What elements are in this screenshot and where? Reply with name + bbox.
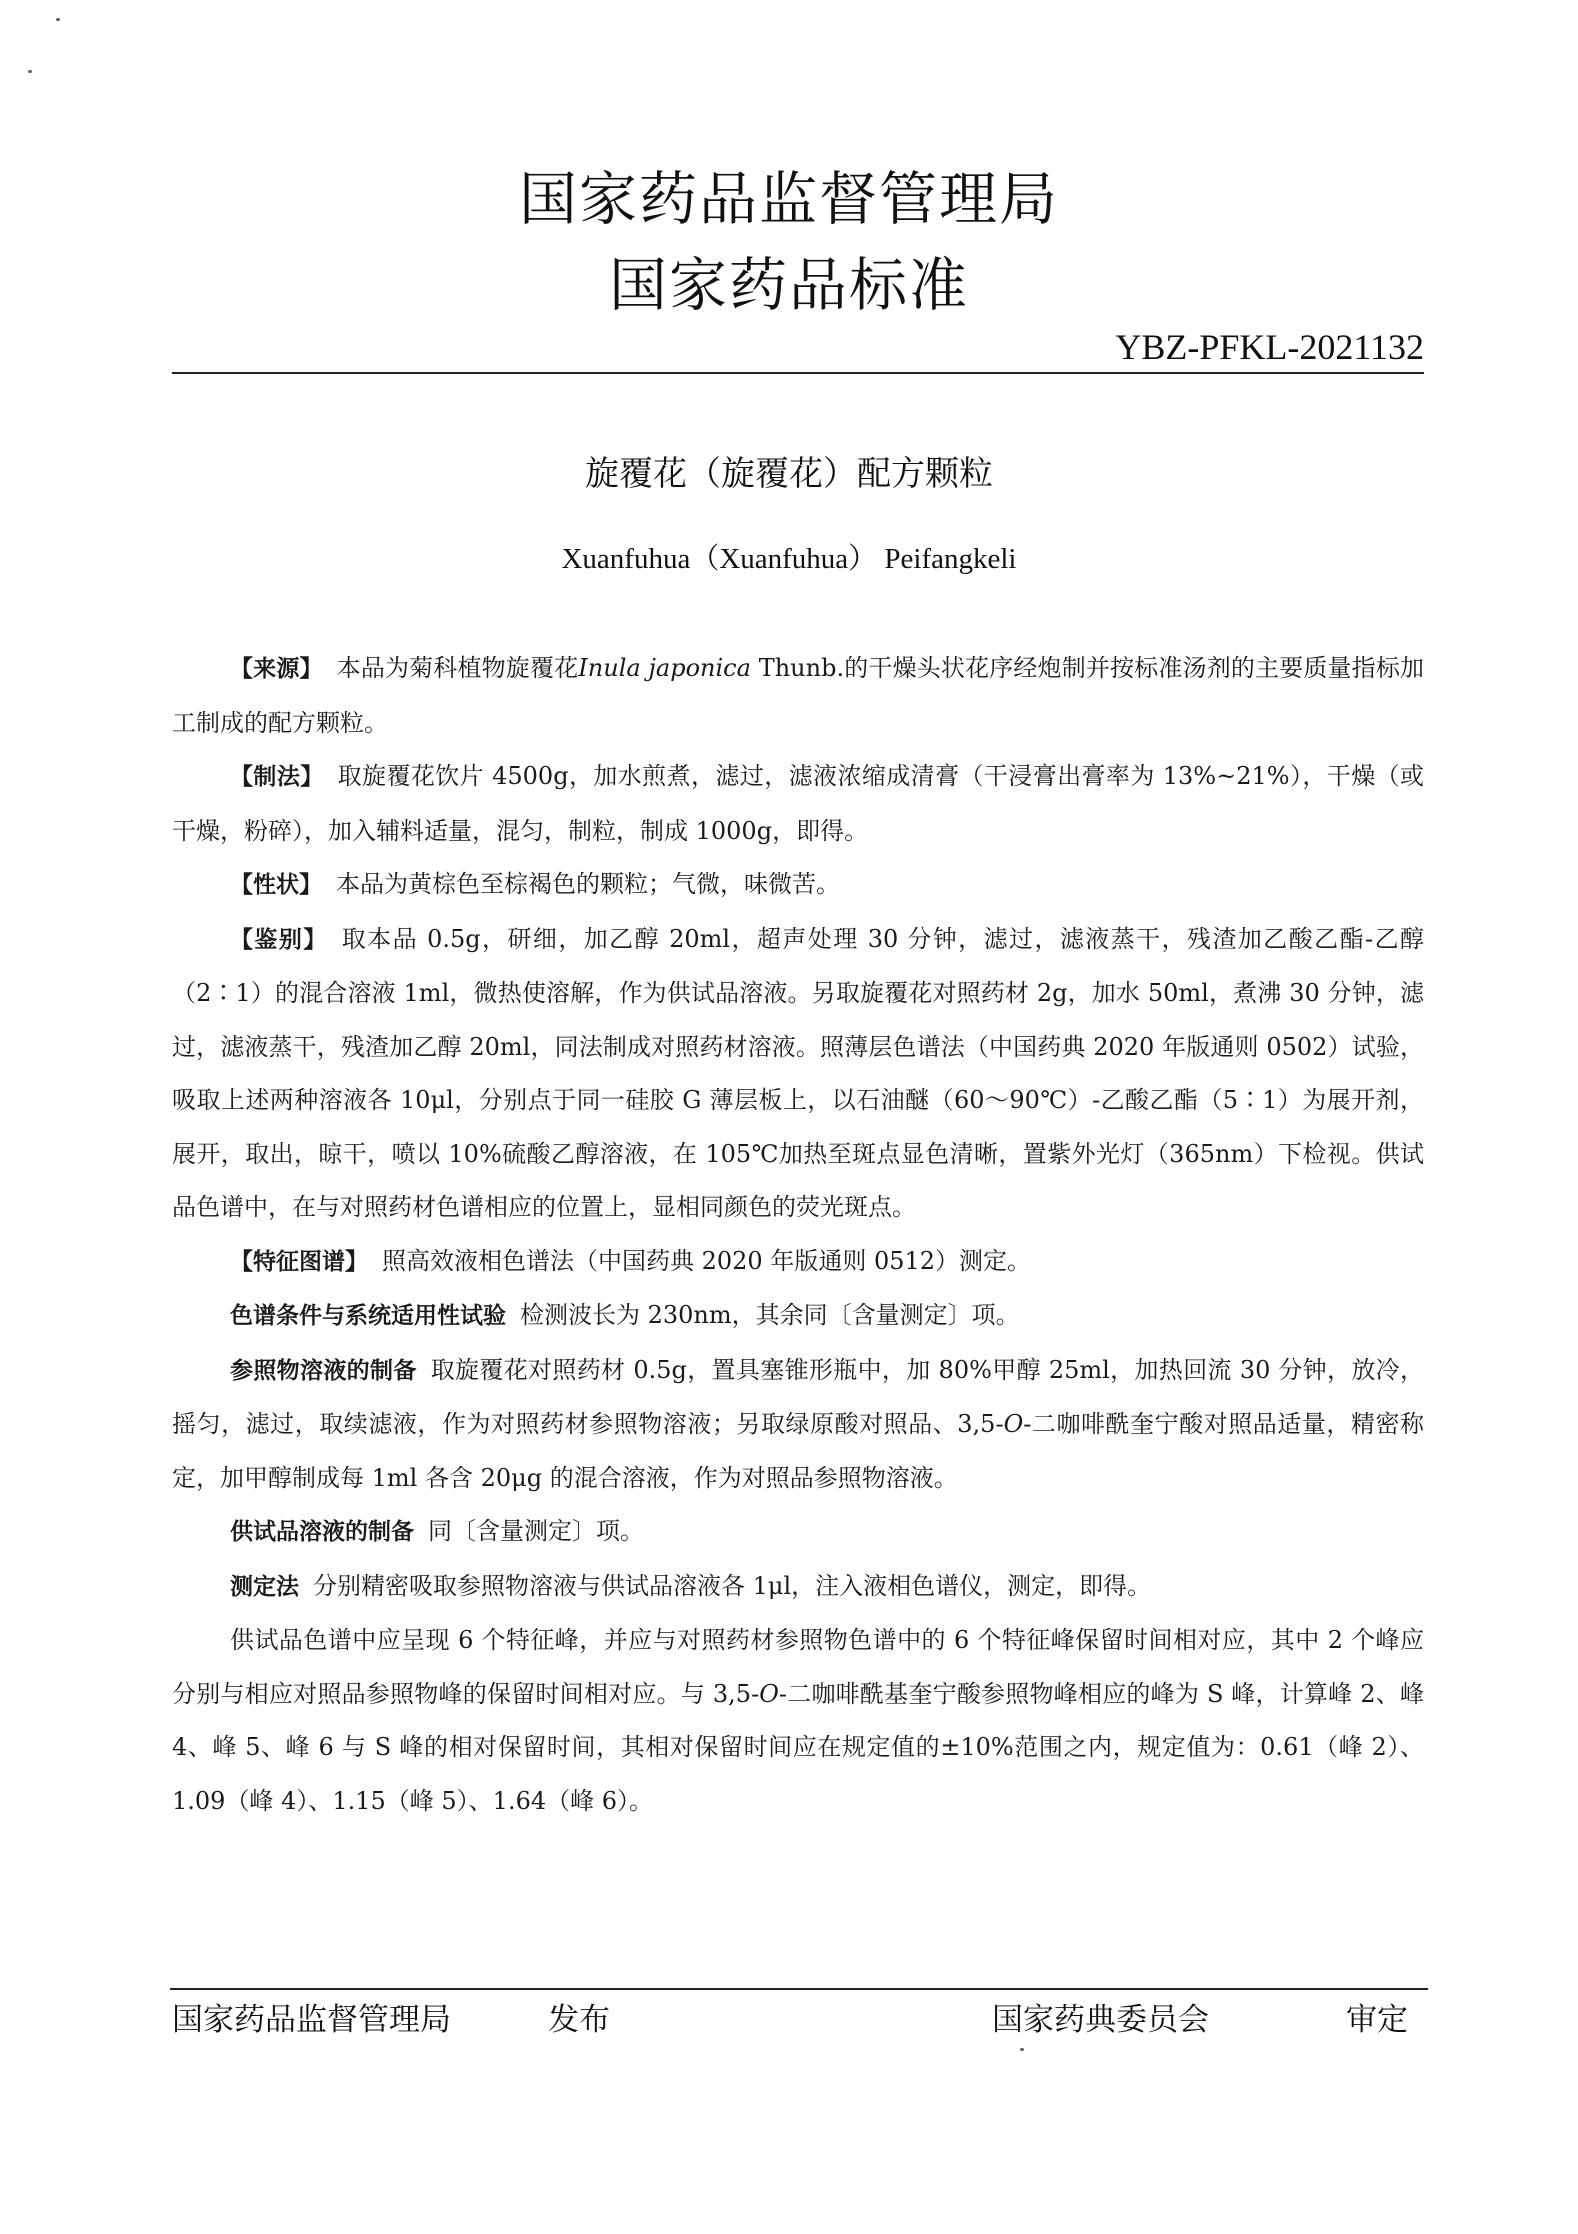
document-body xyxy=(172,642,1424,1828)
section-heading: 【性状】 xyxy=(230,872,322,898)
section-text: 供试品色谱中应呈现 6 个特征峰，并应与对照药材参照物色谱中的 6 个特征峰保留时间相对应，其中 2 个峰应分别与相应对照品参照物峰的保留时间相对应。与 3,5- xyxy=(172,1626,1424,1708)
header-divider xyxy=(172,372,1424,374)
section-source xyxy=(172,642,1424,750)
footer-divider xyxy=(170,1988,1428,1990)
section-text: -二咖啡酰奎宁酸对照品适量，精密称定，加甲醇制成每 1ml 各含 20μg 的混合溶液，作为对照品参照物溶液。 xyxy=(172,1410,1424,1492)
section-text: 取旋覆花对照药材 0.5g，置具塞锥形瓶中，加 80%甲醇 25ml，加热回流 30 分钟，放冷，摇匀，滤过，取续滤液，作为对照药材参照物溶液；另取绿原酸对照品、3,5- xyxy=(172,1355,1425,1438)
footer-reviewer: 国家药典委员会 xyxy=(992,2002,1209,2038)
italic-o: O xyxy=(759,1679,779,1708)
section-text: 分别精密吸取参照物溶液与供试品溶液各 1μl，注入液相色谱仪，测定，即得。 xyxy=(313,1571,1152,1600)
footer-review-label: 审定 xyxy=(1346,2002,1408,2038)
section-text: 同〔含量测定〕项。 xyxy=(428,1517,644,1545)
standard-number: YBZ-PFKL-2021132 xyxy=(1115,327,1424,367)
section-heading: 【制法】 xyxy=(230,764,324,790)
subsection-heading: 供试品溶液的制备 xyxy=(230,1519,414,1545)
section-description xyxy=(172,858,1424,913)
section-text: 本品为菊科植物旋覆花 xyxy=(336,654,579,682)
scan-speck xyxy=(28,70,32,73)
section-preparation xyxy=(172,750,1424,858)
section-text: 取本品 0.5g，研细，加乙醇 20ml，超声处理 30 分钟，滤过，滤液蒸干，残渣加乙酸乙酯-乙醇（2∶1）的混合溶液 1ml，微热使溶解，作为供试品溶液。另取旋覆花对照药材 2g，加水 50ml，煮沸 30 分钟，滤过，滤液蒸干，残渣加乙醇 20ml，同法制成对照药材溶液。照薄层色谱法（中国药典 2020 年版通则 0502）试验，吸取上述两种溶液各 10μl，分别点于同一硅胶 G 薄层板上，以石油醚（60～90℃）-乙酸乙酯（5∶1）为展开剂，展开，取出，晾干，喷以 10%硫酸乙醇溶液，在 105℃加热至斑点显色清晰，置紫外光灯（365nm）下检视。供试品色谱中，在与对照药材色谱相应的位置上，显相同颜色的荧光斑点。 xyxy=(172,924,1424,1221)
subsection-heading: 色谱条件与系统适用性试验 xyxy=(230,1303,506,1329)
agency-title: 国家药品监督管理局 xyxy=(518,165,1059,233)
section-fingerprint xyxy=(172,1235,1424,1290)
section-heading: 【来源】 xyxy=(230,656,323,682)
document-type-title: 国家药品标准 xyxy=(608,251,969,319)
section-text: 照高效液相色谱法（中国药典 2020 年版通则 0512）测定。 xyxy=(382,1246,1032,1275)
section-text: Thunb.的干燥头状花序经炮制并按标准汤剂的主要质量指标加工制成的配方颗粒。 xyxy=(172,654,1425,737)
latin-name: Inula japonica xyxy=(578,654,751,682)
section-heading: 【鉴别】 xyxy=(230,926,328,953)
section-test-solution xyxy=(172,1505,1424,1560)
scan-speck xyxy=(56,18,60,21)
section-text: 检测波长为 230nm，其余同〔含量测定〕项。 xyxy=(520,1301,1020,1329)
section-text: -二咖啡酰基奎宁酸参照物峰相应的峰为 S 峰，计算峰 2、峰 4、峰 5、峰 6 与 S 峰的相对保留时间，其相对保留时间应在规定值的±10%范围之内，规定值为：0.61（峰 2）、1.09（峰 4）、1.15（峰 5）、1.64（峰 6）。 xyxy=(172,1679,1424,1815)
scan-speck xyxy=(1020,2048,1024,2051)
section-heading: 【特征图谱】 xyxy=(230,1248,368,1275)
subsection-heading: 测定法 xyxy=(230,1573,299,1600)
section-text: 取旋覆花饮片 4500g，加水煎煮，滤过，滤液浓缩成清膏（干浸膏出膏率为 13%~21%），干燥（或干燥，粉碎），加入辅料适量，混匀，制粒，制成 1000g，即得。 xyxy=(172,762,1425,845)
subsection-heading: 参照物溶液的制备 xyxy=(230,1357,417,1384)
section-text: 本品为黄棕色至棕褐色的颗粒；气微，味微苦。 xyxy=(336,870,840,898)
section-reference-solution xyxy=(172,1344,1424,1506)
section-determination xyxy=(172,1560,1424,1615)
footer-issuer: 国家药品监督管理局 xyxy=(172,2002,451,2038)
section-criteria xyxy=(172,1614,1424,1828)
product-pinyin: Xuanfuhua（Xuanfuhua） Peifangkeli xyxy=(561,543,1017,575)
section-chromatographic-conditions xyxy=(172,1289,1424,1344)
product-title: 旋覆花（旋覆花）配方颗粒 xyxy=(585,454,993,494)
section-identification xyxy=(172,913,1424,1235)
footer-issue-label: 发布 xyxy=(548,2002,610,2038)
italic-o: O xyxy=(1003,1410,1024,1438)
